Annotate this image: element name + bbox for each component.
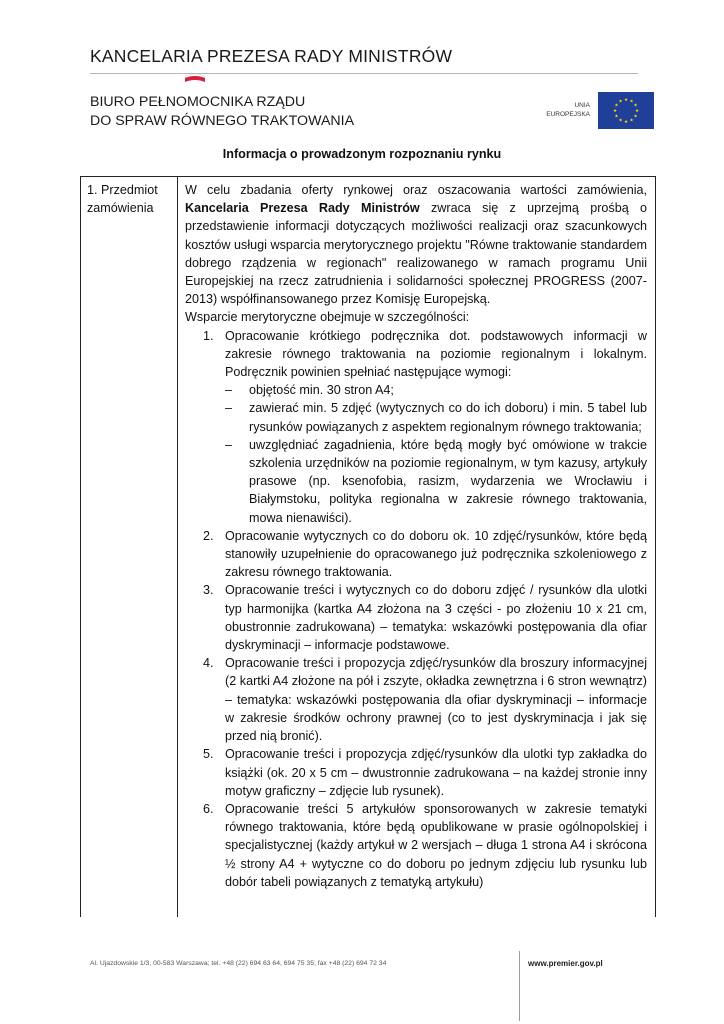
list-item (203, 527, 647, 582)
list-item-number: 3. (203, 583, 214, 598)
list-item-text: Opracowanie treści i wytycznych co do doboru zdjęć / rysunków dla ulotki typ harmonijka (kartka A4 złożona na 3 części - po złożeniu 10 x 21 cm, obustronnie zadrukowana) – tematyka: wskazówki postępowania dla ofiar dyskryminacji – informacje podstawowe. (225, 583, 647, 653)
eu-star-icon: ★ (634, 108, 640, 114)
intro-text-end: zwraca się z uprzejmą prośbą o przedstawienie informacji dotyczących możliwości realizacji oraz szacunkowych kosztów usługi wsparcia merytorycznego projektu "Równe traktowanie standardem dobrego rządzenia w regionach" realizowanego w ramach programu Unii Europejskiej na rzecz zatrudnienia i solidarności społecznej PROGRESS (2007-2013) współfinansowanego przez Komisję Europejską. (185, 201, 647, 307)
eu-label (530, 101, 590, 119)
intro-paragraph (185, 181, 647, 308)
bureau-name-line-1: BIURO PEŁNOMOCNIKA RZĄDU (90, 94, 306, 110)
requirement-item (225, 399, 647, 435)
eu-star-icon: ★ (629, 98, 634, 104)
org-name: KANCELARIA PREZESA RADY MINISTRÓW (90, 46, 453, 66)
eu-star-icon: ★ (633, 113, 638, 119)
footer-website-link[interactable]: www.premier.gov.pl (528, 959, 603, 968)
bureau-name (90, 93, 354, 131)
list-item-text: Opracowanie wytycznych co do doboru ok. 10 zdjęć/rysunków, które będą stanowiły uzupełnienie do opracowanego już podręcznika szkoleniowego z zakresu równego traktowania. (225, 528, 647, 580)
subject-table (80, 176, 656, 917)
eu-label-line-1: UNIA (574, 102, 590, 109)
row-content (185, 181, 647, 891)
dash-bullet-icon: – (225, 401, 233, 416)
eu-star-icon: ★ (612, 108, 618, 114)
requirement-text: objętość min. 30 stron A4; (249, 383, 394, 398)
eu-star-icon: ★ (633, 102, 638, 108)
list-item-text: Opracowanie krótkiego podręcznika dot. podstawowych informacji w zakresie równego traktowania na poziomie regionalnym i lokalnym. Podręcznik powinien spełniać następujące wymogi: (225, 328, 647, 380)
eu-star-icon: ★ (614, 102, 619, 108)
eu-flag-icon (598, 92, 654, 129)
header-rule (90, 73, 638, 74)
list-item-number: 5. (203, 747, 214, 762)
requirements-list (225, 381, 647, 527)
list-item (203, 654, 647, 745)
eu-star-icon: ★ (618, 98, 623, 104)
list-item-text: Opracowanie treści i propozycja zdjęć/rysunków dla broszury informacyjnej (2 kartki A4 złożone na pół i zszyte, okładka zewnętrzna i 6 stron wewnątrz) – tematyka: wskazówki postępowania dla ofiar dyskryminacji – informacje w zakresie środków ochrony prawnej (co to jest dyskryminacja i jak się przed nią bronić). (225, 656, 647, 744)
requirement-text: zawierać min. 5 zdjęć (wytycznych co do ich doboru) i min. 5 tabel lub rysunków powiązanych z aspektem regionalnym równego traktowania; (249, 401, 647, 434)
list-item (203, 327, 647, 527)
requirement-item (225, 436, 647, 527)
support-items-list (185, 327, 647, 891)
list-item-number: 2. (203, 528, 214, 543)
list-item (203, 745, 647, 800)
row-label: 1. Przedmiot zamówienia (87, 183, 158, 216)
requirement-item (225, 381, 647, 399)
dash-bullet-icon: – (225, 383, 233, 398)
footer-divider (519, 951, 520, 1021)
eu-star-icon: ★ (614, 113, 619, 119)
list-item-text: Opracowanie treści i propozycja zdjęć/rysunków dla ulotki typ zakładka do książki (ok. 20 x 5 cm – dwustronnie zadrukowana – na każdej stronie inny motyw graficzny – zdjęcie lub rysunek). (225, 747, 647, 798)
list-item (203, 581, 647, 654)
eu-star-icon: ★ (623, 119, 629, 125)
list-item (203, 800, 647, 891)
requirement-text: uwzględniać zagadnienia, które będą mogły być omówione w trakcie szkolenia urzędników na poziomie regionalnym, w tym kazusy, artykuły prasowe (np. ksenofobia, rasizm, wydarzenia we Wrocławiu i Białymstoku, polityka regionalna w zakresie równego traktowania, mowa nienawiści). (249, 437, 647, 525)
document-title: Informacja o prowadzonym rozpoznaniu rynku (222, 147, 502, 161)
intro-text-start: W celu zbadania oferty rynkowej oraz oszacowania wartości zamówienia, (185, 183, 647, 197)
dash-bullet-icon: – (225, 437, 233, 452)
support-intro: Wsparcie merytoryczne obejmuje w szczególności: (185, 310, 470, 325)
table-column-divider (177, 177, 178, 917)
list-item-number: 4. (203, 656, 214, 671)
eu-star-icon: ★ (618, 117, 623, 123)
eu-star-icon: ★ (623, 97, 629, 103)
list-item-number: 1. (203, 328, 214, 343)
polish-flag-icon (184, 71, 206, 85)
footer-address: Al. Ujazdowskie 1/3, 00-583 Warszawa; tel. +48 (22) 694 63 64, 694 75 35; fax +48 (22) 694 72 34 (90, 960, 387, 967)
eu-label-line-2: EUROPEJSKA (546, 111, 590, 118)
list-item-number: 6. (203, 801, 214, 816)
list-item-text: Opracowanie treści 5 artykułów sponsorowanych w zakresie tematyki równego traktowania, które będą opublikowane w prasie ogólnopolskiej i specjalistycznej (każdy artykuł w 2 wersjach – długa 1 strona A4 i skrócona ½ strony A4 + wytyczne co do doboru po jednym zdjęciu lub rysunku lub dobór tabeli powiązanych z tematyką artykułu) (225, 801, 647, 889)
eu-star-icon: ★ (629, 117, 634, 123)
intro-organization-bold: Kancelaria Prezesa Rady Ministrów (185, 201, 420, 216)
bureau-name-line-2: DO SPRAW RÓWNEGO TRAKTOWANIA (90, 113, 355, 129)
